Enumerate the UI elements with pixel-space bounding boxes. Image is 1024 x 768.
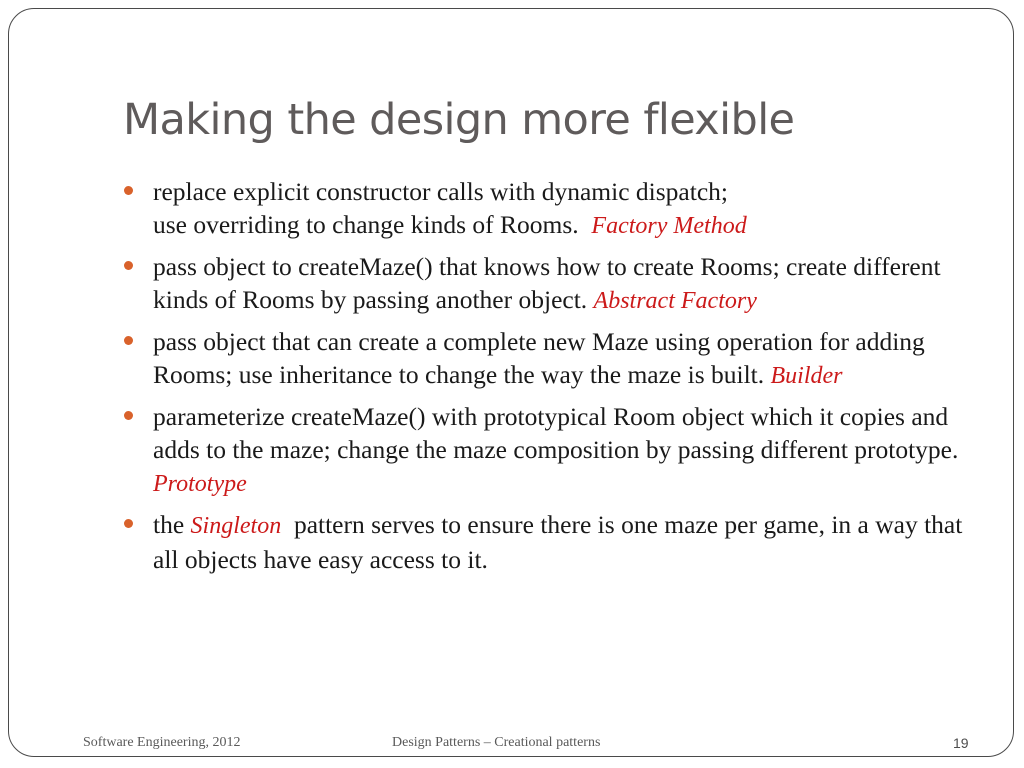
bullet-dot-icon xyxy=(124,336,133,345)
bullet-item-builder xyxy=(124,325,974,393)
pattern-name: Builder xyxy=(770,363,843,389)
bullet-list xyxy=(124,175,974,583)
bullet-item-singleton xyxy=(124,508,974,576)
bullet-dot-icon xyxy=(124,411,133,420)
footer-course: Software Engineering, 2012 xyxy=(83,735,241,750)
slide xyxy=(8,8,1014,757)
bullet-dot-icon xyxy=(124,519,133,528)
pattern-name: Abstract Factory xyxy=(593,288,757,314)
bullet-dot-icon xyxy=(124,186,133,195)
bullet-text: replace explicit constructor calls with dynamic dispatch; xyxy=(153,177,728,206)
footer-topic: Design Patterns – Creational patterns xyxy=(392,735,601,750)
slide-title: Making the design more flexible xyxy=(123,95,795,145)
pattern-name: Singleton xyxy=(190,513,282,539)
bullet-item-prototype xyxy=(124,400,974,501)
pattern-name: Prototype xyxy=(153,471,247,497)
page-number: 19 xyxy=(953,735,969,751)
pattern-name: Factory Method xyxy=(591,213,747,239)
bullet-item-abstract-factory xyxy=(124,250,974,318)
bullet-dot-icon xyxy=(124,261,133,270)
bullet-text: use overriding to change kinds of Rooms. xyxy=(153,210,579,239)
bullet-text: pattern serves to ensure there is one maze per game, in a way that all objects have easy access to it. xyxy=(153,510,963,574)
bullet-item-factory-method xyxy=(124,175,974,243)
bullet-text: pass object that can create a complete new Maze using operation for adding Rooms; use inheritance to change the way the maze is built. xyxy=(153,327,925,389)
bullet-text: pass object to createMaze() that knows how to create Rooms; create different kinds of Rooms by passing another object. xyxy=(153,252,941,314)
bullet-text: parameterize createMaze() with prototypical Room object which it copies and adds to the maze; change the maze composition by passing different prototype. xyxy=(153,402,959,464)
bullet-text: the xyxy=(153,510,185,539)
